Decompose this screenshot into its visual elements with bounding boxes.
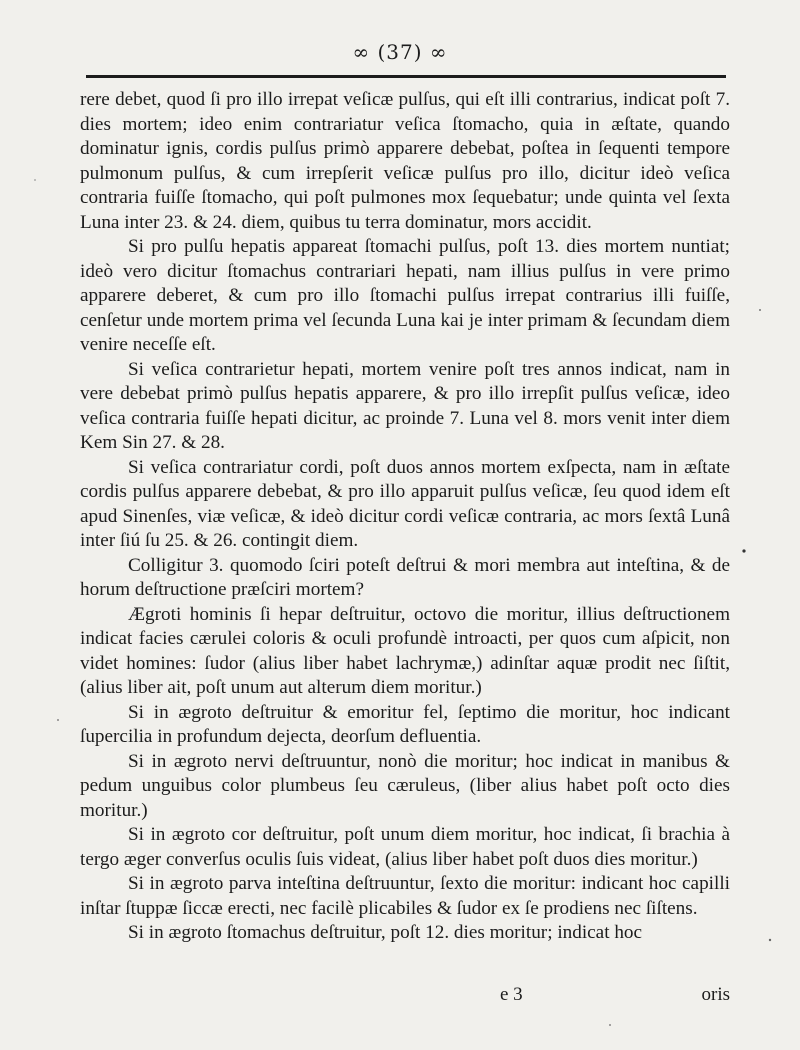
paragraph: Ægroti hominis ſi hepar deſtruitur, octovo die moritur, illius deſtructionem indicat facies cærulei coloris & oculi profundè introacti, per quos cum aſpicit, non videt homines: ſudor (alius liber habet lachrymæ,) adinſtar aquæ prodit nec ſiſtit, (alius liber ait, poſt unum aut alterum diem moritur.) xyxy=(80,603,730,698)
paragraph: Si in ægroto ſtomachus deſtruitur, poſt 12. dies moritur; indicat hoc xyxy=(128,922,643,943)
paragraph: Si in ægroto deſtruitur & emoritur fel, ſeptimo die moritur, hoc indicant ſupercilia in profundum dejecta, deorſum defluentia. xyxy=(80,701,730,747)
paragraph: rere debet, quod ſi pro illo irrepat veſicæ pulſus, qui eſt illi contrarius, indicat poſt 7. dies mortem; ideo enim contrariatur veſica ſtomacho, quia in æſtate, quando dominatur ignis, cordis pulſus primò apparere debebat, poſtea in ſequenti tempore pulmonum pulſus, & cum irrepſerit veſicæ pulſus pro illo, dicitur ideò veſica contraria fuiſſe ſtomacho, qui poſt pulmones mox ſequebatur; unde quinta vel ſexta Luna inter 23. & 24. diem, quibus tu terra dominatur, mors accidit. xyxy=(80,89,730,233)
header-rule xyxy=(86,75,726,78)
paragraph: Si in ægroto parva inteſtina deſtruuntur, ſexto die moritur: indicant hoc capilli inſtar ſtuppæ ſiccæ erecti, nec facilè plicabiles & ſudor ex ſe prodiens nec ſiſtens. xyxy=(80,873,730,919)
signature-mark: e 3 xyxy=(500,984,523,1005)
paragraph: Si pro pulſu hepatis appareat ſtomachi pulſus, poſt 13. dies mortem nuntiat; ideò vero dicitur ſtomachus contrariari hepati, nam illius pulſus in vere primo apparere deberet, & cum pro illo ſtomachi pulſus irrepat contrarius illi fuiſſe, cenſetur unde mortem prima vel ſecunda Luna kai je inter primam & ſecundam diem venire neceſſe eſt. xyxy=(80,236,730,355)
running-head: ∞ (37) ∞ xyxy=(352,40,448,64)
paragraph: Si in ægroto nervi deſtruuntur, nonò die moritur; hoc indicat in manibus & pedum unguibus color plumbeus ſeu cæruleus, (liber alius habet poſt octo dies moritur.) xyxy=(80,750,730,821)
catchword: oris xyxy=(701,984,730,1005)
paragraph: Colligitur 3. quomodo ſciri poteſt deſtrui & mori membra aut inteſtina, & de horum deſtructione præſciri mortem? xyxy=(80,554,730,600)
page-footer xyxy=(80,984,730,1010)
body-text xyxy=(80,88,730,946)
paragraph: Si veſica contrarietur hepati, mortem venire poſt tres annos indicat, nam in vere debebat primò pulſus hepatis apparere, & pro illo irrepſit pulſus veſicæ, ideo veſica contraria fuiſſe hepati dicitur, ac proinde 7. Luna vel 8. mors venit inter diem Kem Sin 27. & 28. xyxy=(80,358,730,453)
paragraph: Si veſica contrariatur cordi, poſt duos annos mortem exſpecta, nam in æſtate cordis pulſus apparere debebat, & pro illo apparuit pulſus veſicæ, ſeu quod idem eſt apud Sinenſes, viæ veſicæ, & ideò dicitur cordi veſicæ contraria, ac mors ſextâ Lunâ inter ſiú ſu 25. & 26. contingit diem. xyxy=(80,456,730,551)
paragraph: Si in ægroto cor deſtruitur, poſt unum diem moritur, hoc indicat, ſi brachia à tergo æger converſus oculis ſuis videat, (alius liber habet poſt duos dies moritur.) xyxy=(80,824,730,870)
